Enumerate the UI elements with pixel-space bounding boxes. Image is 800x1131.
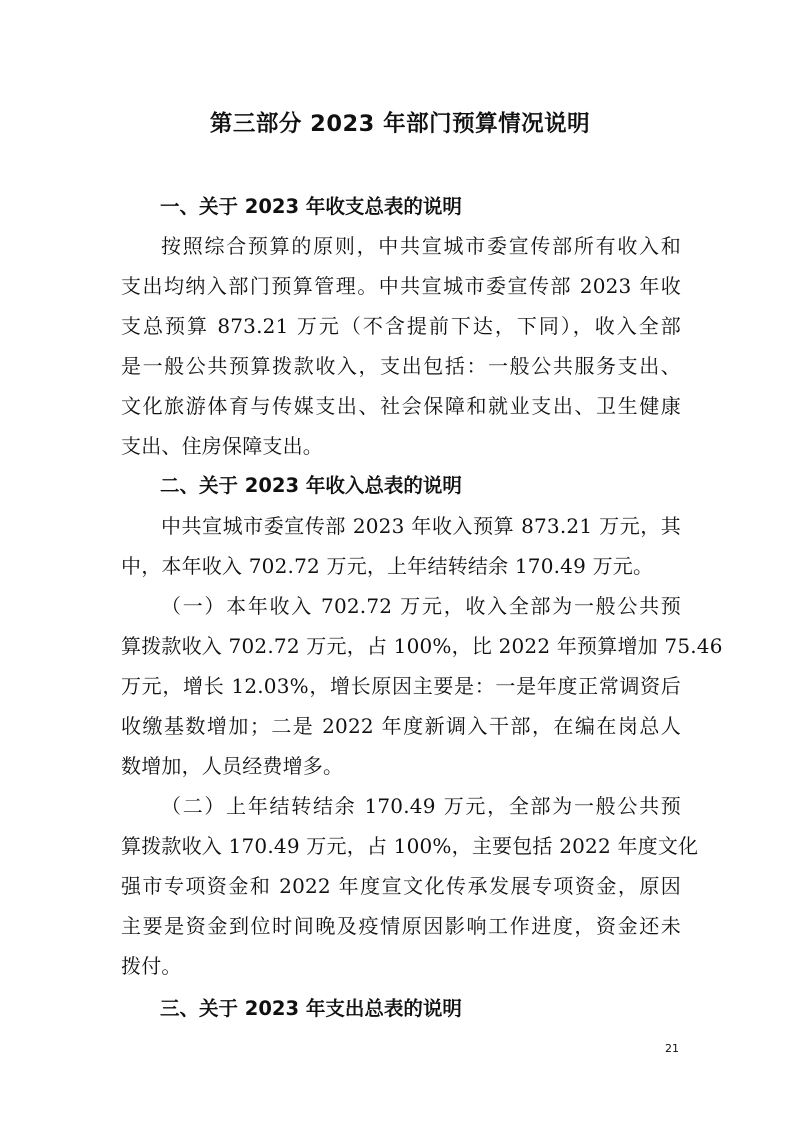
paragraph-line: 强市专项资金和 2022 年度宣文化传承发展专项资金，原因 (121, 874, 681, 898)
paragraph-line: 拨付。 (121, 954, 182, 978)
section-heading-2: 二、关于 2023 年收入总表的说明 (160, 474, 462, 497)
paragraph-line: 文化旅游体育与传媒支出、社会保障和就业支出、卫生健康 (121, 394, 681, 418)
paragraph-line: 算拨款收入 170.49 万元，占 100%，主要包括 2022 年度文化 (121, 834, 699, 858)
paragraph-line: 万元，增长 12.03%，增长原因主要是：一是年度正常调资后 (121, 674, 681, 698)
paragraph-line: （一）本年收入 702.72 万元，收入全部为一般公共预 (161, 594, 681, 618)
paragraph-line: 主要是资金到位时间晚及疫情原因影响工作进度，资金还未 (121, 914, 681, 938)
paragraph-line: （二）上年结转结余 170.49 万元，全部为一般公共预 (161, 794, 681, 818)
paragraph-line: 数增加，人员经费增多。 (121, 754, 344, 778)
paragraph-line: 是一般公共预算拨款收入，支出包括：一般公共服务支出、 (121, 354, 681, 378)
paragraph-line: 算拨款收入 702.72 万元，占 100%，比 2022 年预算增加 75.46 (121, 634, 723, 658)
paragraph-line: 支总预算 873.21 万元（不含提前下达，下同），收入全部 (121, 314, 681, 338)
page-number: 21 (665, 1042, 679, 1055)
paragraph-line: 中共宣城市委宣传部 2023 年收入预算 873.21 万元，其 (161, 514, 681, 538)
paragraph-line: 按照综合预算的原则，中共宣城市委宣传部所有收入和 (161, 234, 681, 258)
section-heading-3: 三、关于 2023 年支出总表的说明 (160, 997, 462, 1020)
section-heading-1: 一、关于 2023 年收支总表的说明 (160, 195, 462, 218)
paragraph-line: 收缴基数增加；二是 2022 年度新调入干部，在编在岗总人 (121, 714, 681, 738)
paragraph-line: 中，本年收入 702.72 万元，上年结转结余 170.49 万元。 (121, 554, 654, 578)
paragraph-line: 支出均纳入部门预算管理。中共宣城市委宣传部 2023 年收 (121, 274, 681, 298)
page-title: 第三部分 2023 年部门预算情况说明 (209, 111, 591, 137)
paragraph-line: 支出、住房保障支出。 (121, 434, 323, 458)
